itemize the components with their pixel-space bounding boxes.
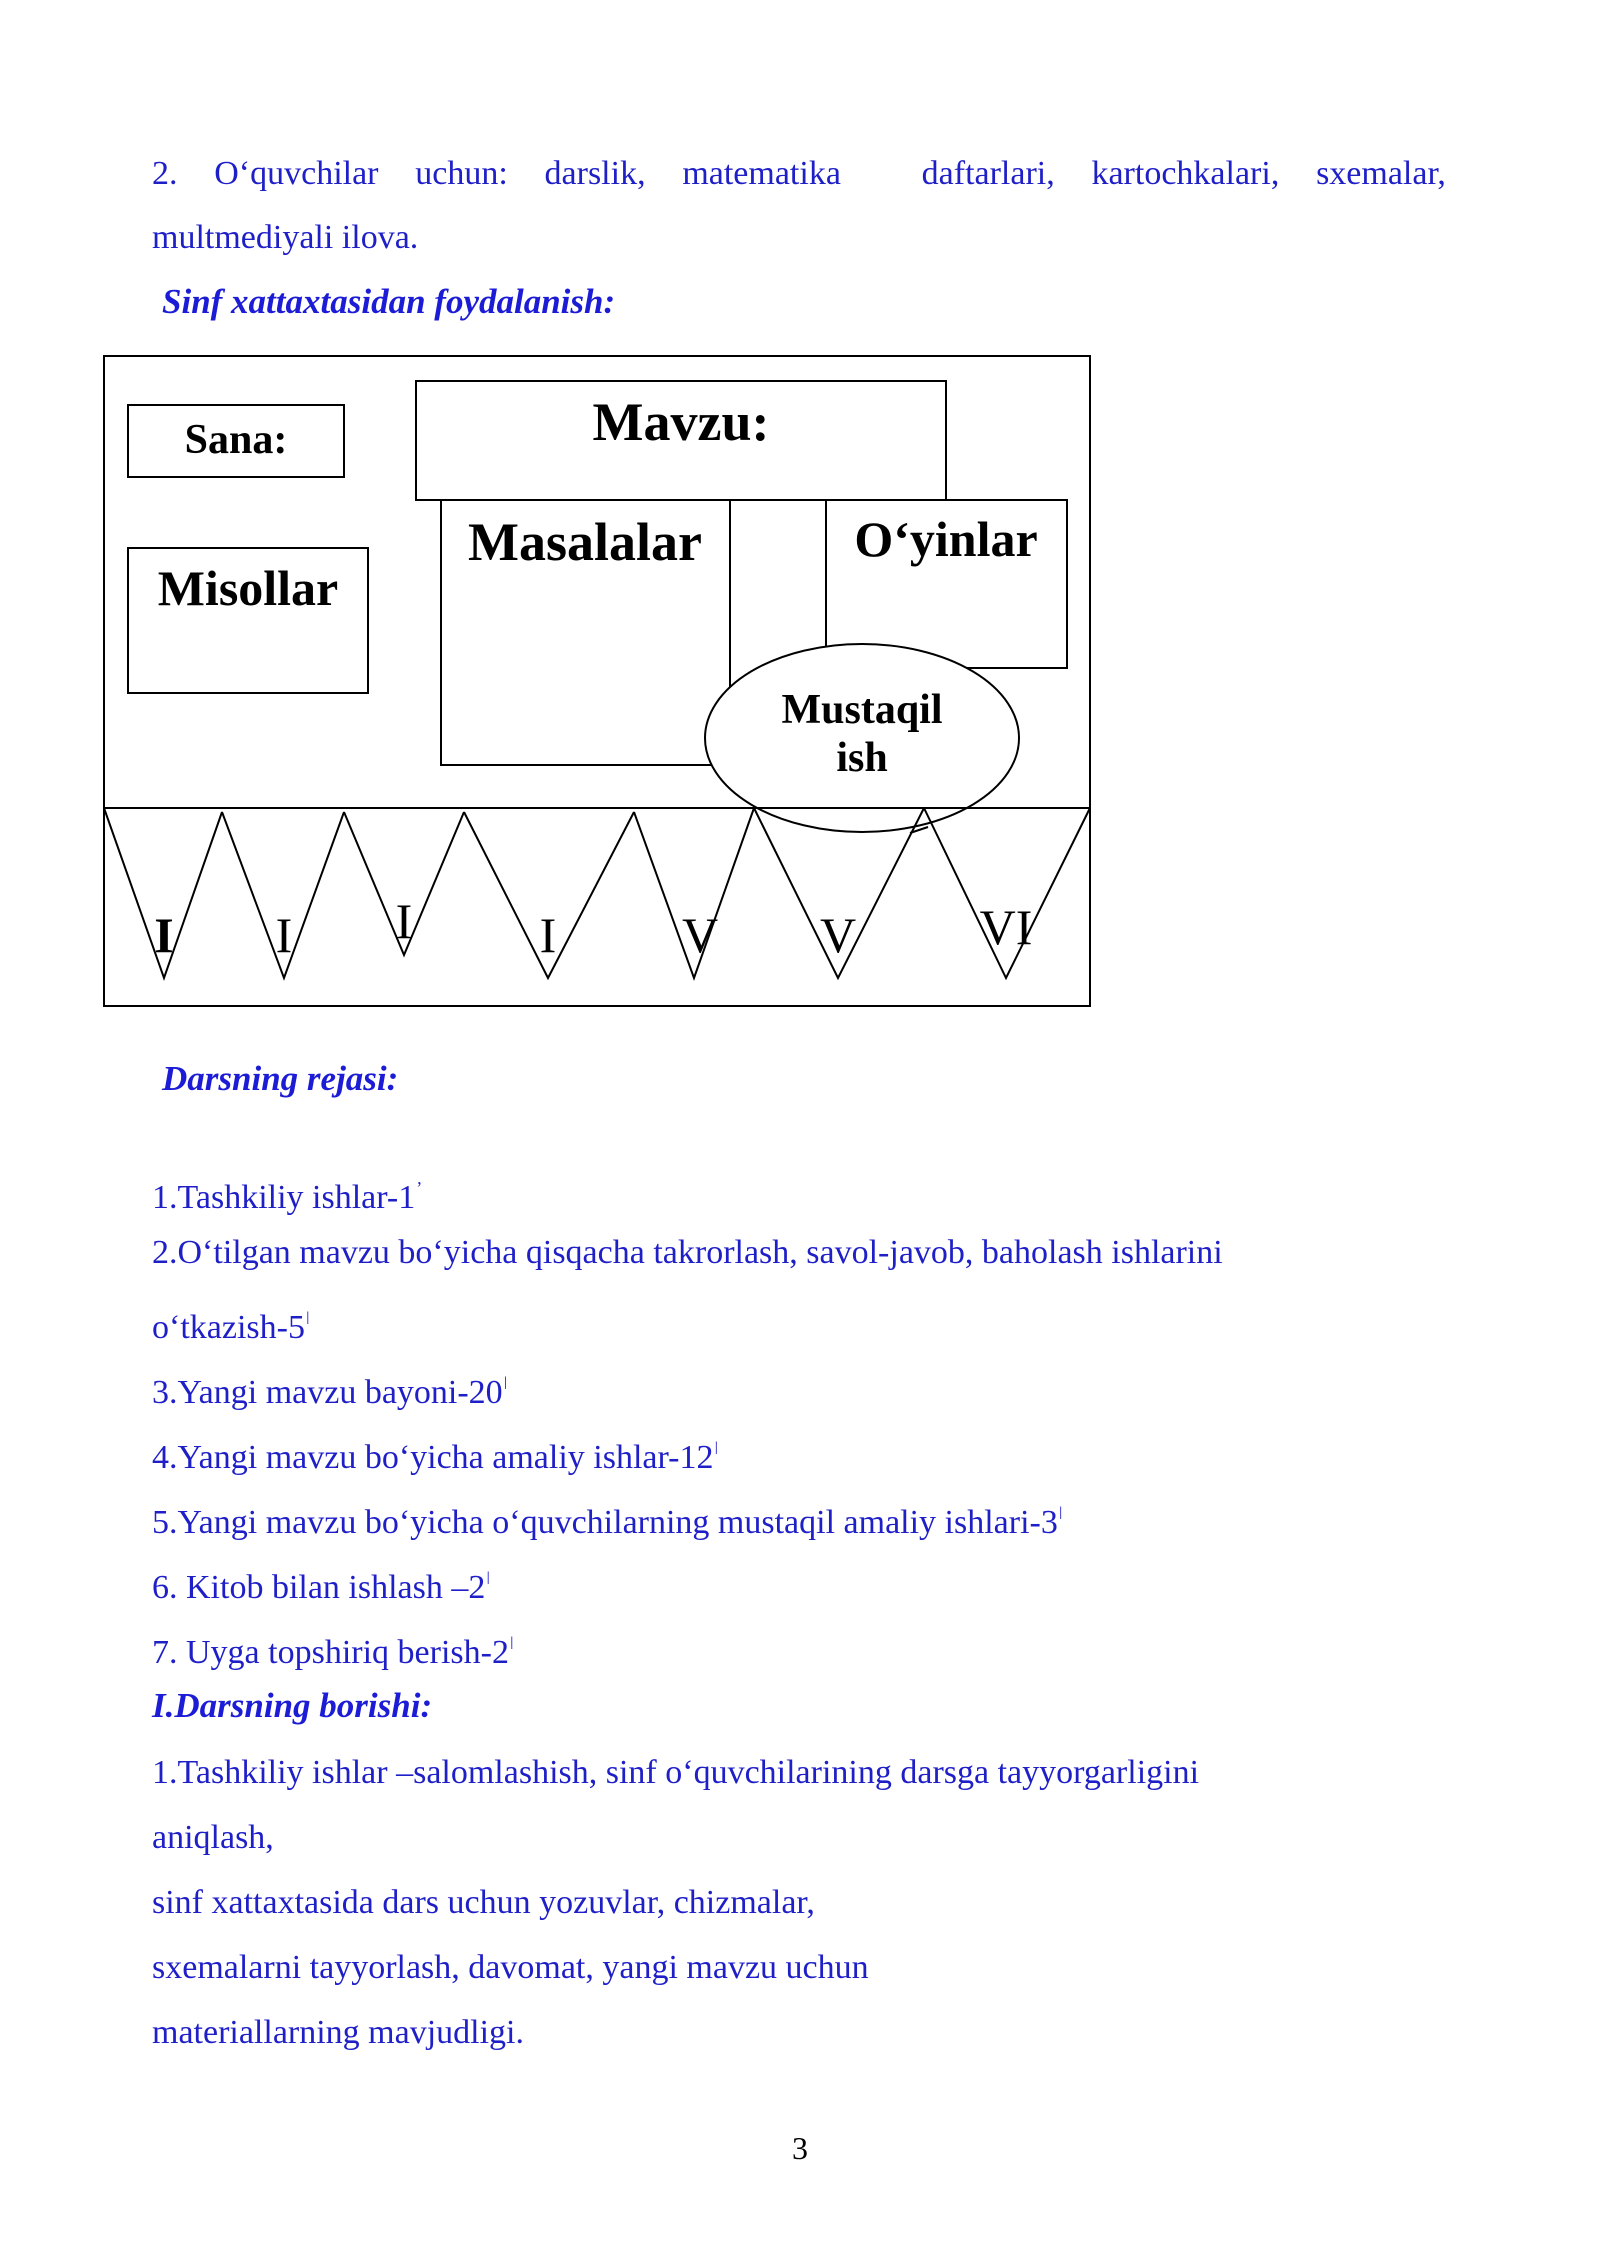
progress-line: sinf xattaxtasida dars uchun yozuvlar, chizmalar,: [152, 1884, 815, 1921]
plan-item-text: 6. Kitob bilan ishlash –2: [152, 1569, 486, 1606]
flag-label-5: V: [681, 907, 719, 963]
plan-item: [152, 1623, 514, 1673]
plan-item: [152, 1233, 1223, 1273]
sana-label: Sana:: [184, 417, 288, 463]
board-heading: Sinf xattaxtasidan foydalanish:: [162, 282, 616, 321]
plan-item-text: 4.Yangi mavzu bo‘yicha amaliy ishlar-12: [152, 1439, 714, 1476]
intro-word: matematika: [682, 155, 841, 192]
flag-label-6: V: [819, 907, 857, 963]
plan-item: [152, 1363, 507, 1413]
oyinlar-label: O‘yinlar: [854, 511, 1038, 567]
minute-mark: ǀ: [503, 1373, 508, 1393]
minute-mark: ǀ: [486, 1568, 490, 1588]
plan-item-text: 2.O‘tilgan mavzu bo‘yicha qisqacha takrorlash, savol-javob, baholash ishlarini: [152, 1234, 1223, 1271]
intro-word: 2.: [152, 155, 178, 192]
misollar-label: Misollar: [157, 560, 339, 616]
intro-word: uchun:: [415, 155, 508, 192]
plan-item-text: 7. Uyga topshiriq berish-2: [152, 1634, 509, 1671]
class-board-diagram: [0, 0, 1600, 1020]
intro-word: kartochkalari,: [1091, 155, 1280, 192]
intro-word: O‘quvchilar: [214, 155, 379, 192]
progress-line: 1.Tashkiliy ishlar –salomlashish, sinf o‘quvchilarining darsga tayyorgarligini: [152, 1754, 1200, 1791]
flag-label-2: I: [275, 907, 293, 963]
minute-mark: ǀ: [509, 1633, 514, 1653]
ish-label: ish: [836, 735, 888, 781]
plan-item-text: o‘tkazish-5: [152, 1309, 305, 1346]
flag-label-7: VI: [979, 899, 1033, 955]
plan-item: [152, 1558, 490, 1608]
plan-item-text: 5.Yangi mavzu bo‘yicha o‘quvchilarning mustaqil amaliy ishlari-3: [152, 1504, 1058, 1541]
intro-word: sxemalar,: [1316, 155, 1446, 192]
progress-line: sxemalarni tayyorlash, davomat, yangi mavzu uchun: [152, 1949, 869, 1986]
plan-item-text: 1.Tashkiliy ishlar-1: [152, 1179, 416, 1216]
bunting-flags: [104, 808, 1090, 978]
flag-label-4: I: [539, 907, 557, 963]
minute-mark: ǀ: [1058, 1503, 1063, 1523]
plan-item: [152, 1168, 422, 1218]
progress-line: aniqlash,: [152, 1819, 274, 1856]
minute-mark: ǀ: [714, 1438, 719, 1458]
page-number: 3: [792, 2130, 808, 2166]
masalalar-label: Masalalar: [468, 512, 702, 572]
mustaqil-label: Mustaqil: [781, 687, 943, 733]
intro-line-2: multmediyali ilova.: [152, 219, 419, 256]
flag-label-1: I: [154, 907, 174, 963]
flag-label-3: I: [395, 893, 413, 949]
progress-heading: I.Darsning borishi:: [152, 1686, 433, 1725]
plan-heading: Darsning rejasi:: [162, 1059, 399, 1098]
plan-item: [152, 1493, 1062, 1543]
intro-word: daftarlari,: [921, 155, 1055, 192]
mavzu-label: Mavzu:: [592, 392, 770, 452]
intro-word: darslik,: [544, 155, 646, 192]
minute-mark: ’: [416, 1178, 423, 1198]
plan-item-text: 3.Yangi mavzu bayoni-20: [152, 1374, 503, 1411]
minute-mark: ǀ: [305, 1308, 310, 1328]
progress-line: materiallarning mavjudligi.: [152, 2014, 525, 2051]
plan-item: [152, 1428, 718, 1478]
plan-item: [152, 1298, 310, 1348]
